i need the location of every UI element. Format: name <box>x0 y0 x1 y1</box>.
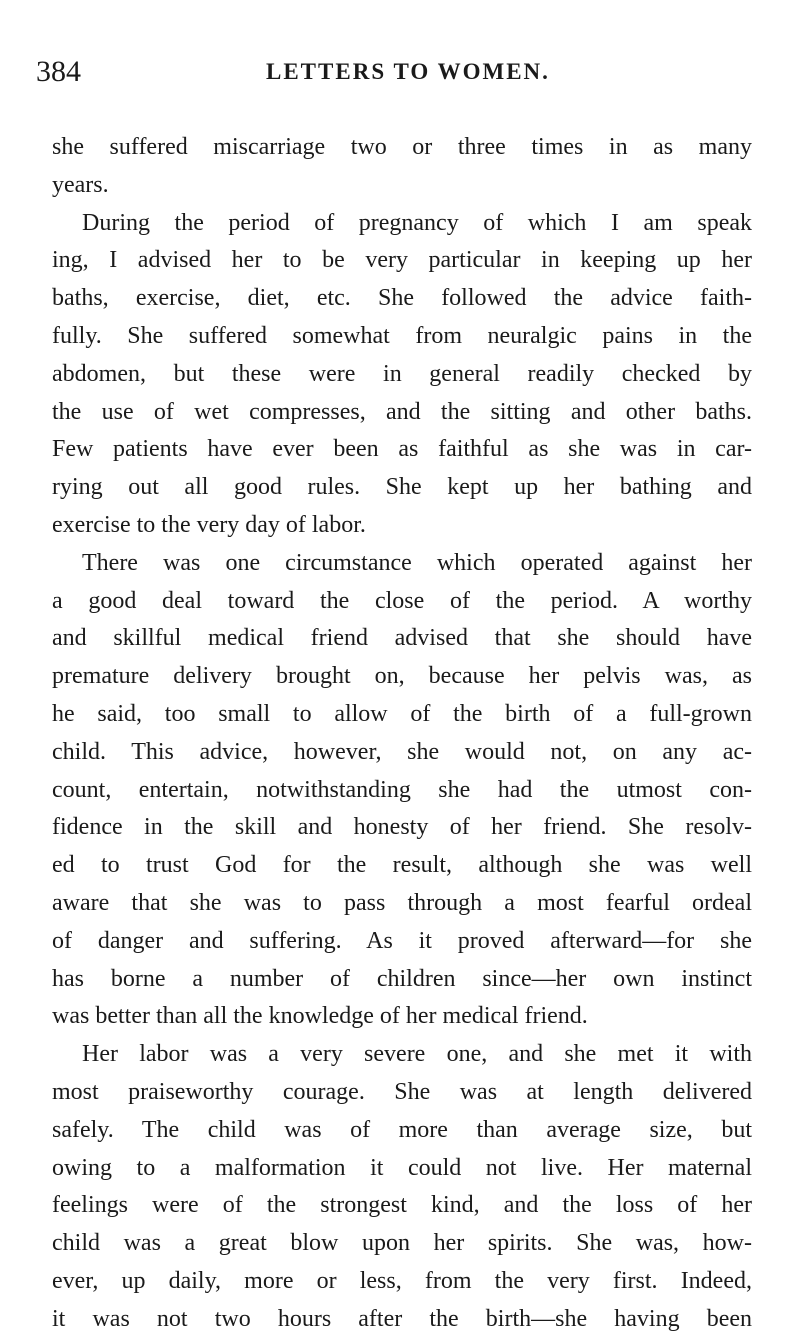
text-line: of danger and suffering. As it proved afterward—for she <box>52 927 752 954</box>
text-line: ing, I advised her to be very particular in keeping up her <box>52 247 752 274</box>
text-line: ed to trust God for the result, although she was well <box>52 852 752 879</box>
body-text <box>52 129 752 1339</box>
text-line: a good deal toward the close of the period. A worthy <box>52 587 752 614</box>
text-line: safely. The child was of more than average size, but <box>52 1116 752 1143</box>
text-line: fidence in the skill and honesty of her friend. She resolv- <box>52 814 752 841</box>
text-line: aware that she was to pass through a most fearful ordeal <box>52 889 752 916</box>
text-line: fully. She suffered somewhat from neuralgic pains in the <box>52 322 752 349</box>
text-line: During the period of pregnancy of which I am speak <box>82 209 752 236</box>
text-line: feelings were of the strongest kind, and the loss of her <box>52 1192 752 1219</box>
text-line: premature delivery brought on, because her pelvis was, as <box>52 663 752 690</box>
text-line: and skillful medical friend advised that she should have <box>52 625 752 652</box>
text-line: owing to a malformation it could not live. Her maternal <box>52 1154 752 1181</box>
text-line: child. This advice, however, she would not, on any ac- <box>52 738 752 765</box>
running-head <box>36 52 746 92</box>
text-line: she suffered miscarriage two or three times in as many <box>52 134 752 160</box>
text-line: has borne a number of children since—her own instinct <box>52 965 752 992</box>
text-line: There was one circumstance which operated against her <box>82 549 752 576</box>
text-line: baths, exercise, diet, etc. She followed the advice faith- <box>52 285 752 312</box>
text-line: he said, too small to allow of the birth of a full-grown <box>52 700 752 727</box>
text-line: count, entertain, notwithstanding she had the utmost con- <box>52 776 752 803</box>
text-line: Her labor was a very severe one, and she met it with <box>82 1041 752 1068</box>
text-line: child was a great blow upon her spirits. She was, how- <box>52 1230 752 1257</box>
text-line: it was not two hours after the birth—she having been <box>52 1305 752 1332</box>
text-line: the use of wet compresses, and the sitting and other baths. <box>52 398 752 425</box>
text-line: Few patients have ever been as faithful as she was in car- <box>52 436 752 463</box>
running-title: LETTERS TO WOMEN. <box>266 59 550 84</box>
text-line: most praiseworthy courage. She was at length delivered <box>52 1078 752 1105</box>
text-line: years. <box>52 171 109 198</box>
text-line: rying out all good rules. She kept up her bathing and <box>52 474 752 501</box>
text-line: was better than all the knowledge of her medical friend. <box>52 1003 588 1030</box>
text-line: exercise to the very day of labor. <box>52 511 366 538</box>
text-line: ever, up daily, more or less, from the very first. Indeed, <box>52 1267 752 1294</box>
text-line: abdomen, but these were in general readily checked by <box>52 360 752 387</box>
page-number: 384 <box>36 55 81 88</box>
